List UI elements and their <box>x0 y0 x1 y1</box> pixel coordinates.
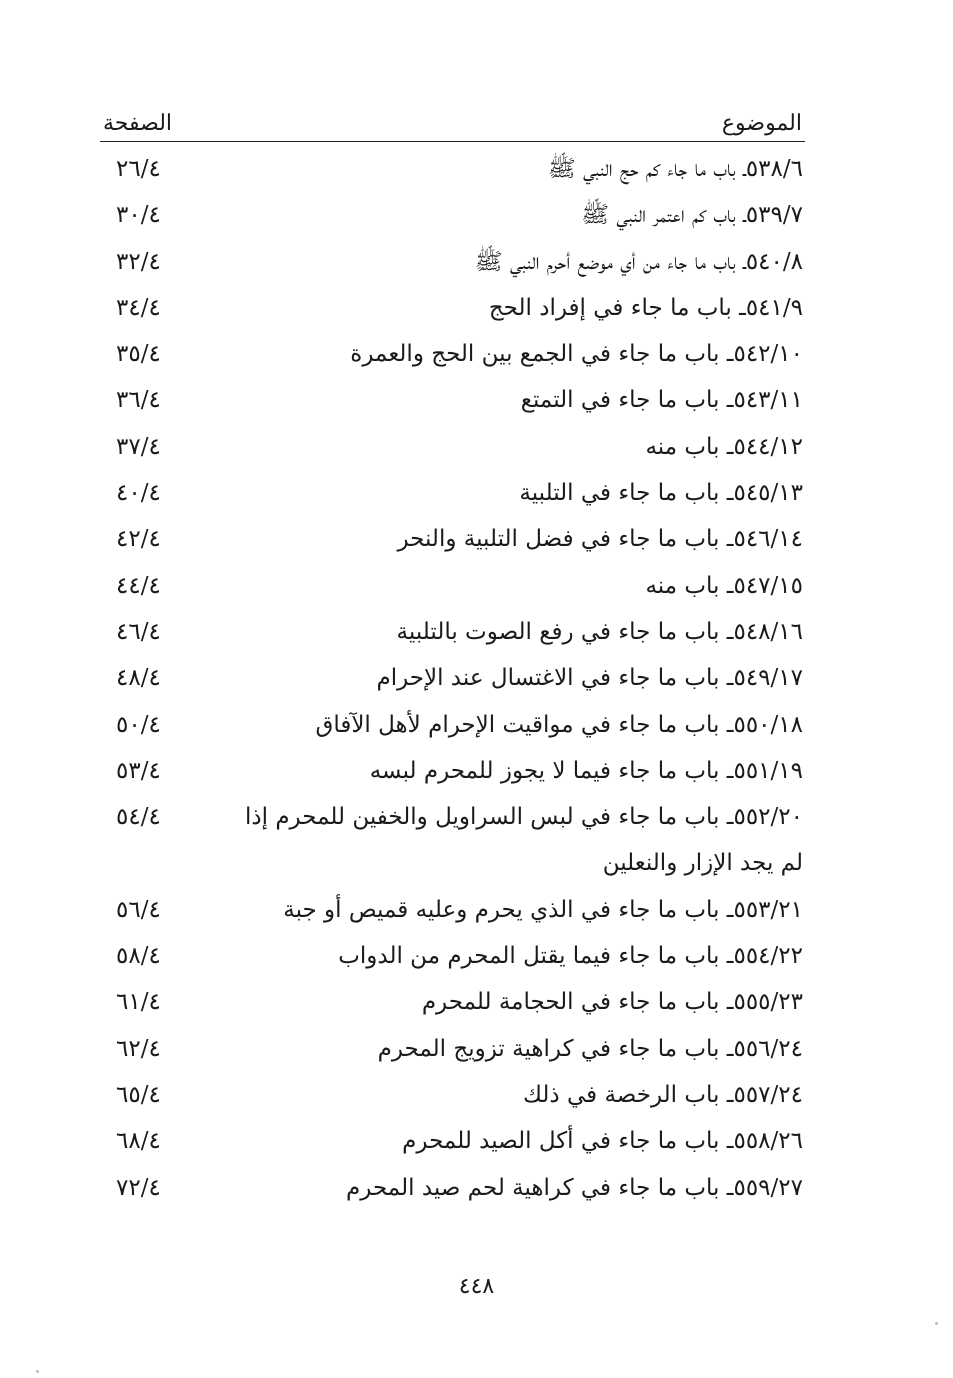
toc-entry[interactable] <box>100 609 805 655</box>
entry-title: ٥٤٤/١٢ـ باب منه <box>645 433 803 460</box>
entry-title: ٥٤٩/١٧ـ باب ما جاء في الاغتسال عند الإحرام <box>376 665 803 692</box>
entry-title: ٥٤١/٩ـ باب ما جاء في إفراد الحج <box>488 294 803 321</box>
toc-entry[interactable] <box>100 377 805 423</box>
entry-title: ٥٤٧/١٥ـ باب منه <box>645 572 803 599</box>
entry-title: ٥٥٣/٢١ـ باب ما جاء في الذي يحرم وعليه قميص أو جبة <box>283 896 803 923</box>
entry-page: ٤٢/٤ <box>116 526 161 553</box>
toc-entry[interactable] <box>100 424 805 470</box>
entry-page: ٥٨/٤ <box>116 943 161 970</box>
entry-page: ٤٠/٤ <box>116 480 161 507</box>
entry-page: ٣٠/٤ <box>116 202 161 229</box>
toc-entry[interactable] <box>100 748 805 794</box>
entry-title: ٥٥٠/١٨ـ باب ما جاء في مواقيت الإحرام لأهل الآفاق <box>315 711 803 738</box>
entry-page: ٣٤/٤ <box>116 294 161 321</box>
entry-title: ٥٥٥/٢٣ـ باب ما جاء في الحجامة للمحرم <box>421 989 803 1016</box>
toc-entry[interactable] <box>100 933 805 979</box>
table-of-contents-page <box>100 105 805 1211</box>
toc-entry[interactable] <box>100 887 805 933</box>
entry-title: ٥٥٨/٢٦ـ باب ما جاء في أكل الصيد للمحرم <box>402 1128 803 1155</box>
toc-list <box>100 146 805 1211</box>
entry-page: ٤٨/٤ <box>116 665 161 692</box>
entry-page: ٥٣/٤ <box>116 757 161 784</box>
entry-page: ٤٤/٤ <box>116 572 161 599</box>
entry-page: ٥٠/٤ <box>116 711 161 738</box>
page-column-label: الصفحة <box>103 111 173 136</box>
entry-page: ٣٧/٤ <box>116 433 161 460</box>
entry-title: ٥٤٣/١١ـ باب ما جاء في التمتع <box>520 387 803 414</box>
toc-header <box>100 105 805 142</box>
toc-entry[interactable] <box>100 1118 805 1164</box>
toc-entry[interactable] <box>100 285 805 331</box>
toc-entry[interactable] <box>100 1165 805 1211</box>
entry-title: ٥٥٦/٢٤ـ باب ما جاء في كراهية تزويج المحرم <box>377 1035 803 1062</box>
entry-page: ٣٦/٤ <box>116 387 161 414</box>
topic-column-label: الموضوع <box>721 111 802 136</box>
toc-entry[interactable] <box>100 794 805 887</box>
entry-title: ٥٤٥/١٣ـ باب ما جاء في التلبية <box>519 480 803 507</box>
scan-speck <box>935 1322 938 1325</box>
toc-entry[interactable] <box>100 979 805 1025</box>
toc-entry[interactable] <box>100 1026 805 1072</box>
entry-title: ٥٤٢/١٠ـ باب ما جاء في الجمع بين الحج والعمرة <box>350 341 803 368</box>
entry-title: ٥٣٨/٦ـ باب ما جاء كم حج النبي ﷺ <box>547 156 803 182</box>
entry-title: ٥٤٠/٨ـ باب ما جاء من أي موضع أحرم النبي ﷺ <box>474 248 803 275</box>
entry-page: ٥٤/٤ <box>116 804 161 831</box>
entry-title: ٥٤٦/١٤ـ باب ما جاء في فضل التلبية والنحر <box>397 526 803 553</box>
toc-entry[interactable] <box>100 702 805 748</box>
entry-page: ٥٦/٤ <box>116 896 161 923</box>
entry-title: ٥٥٩/٢٧ـ باب ما جاء في كراهية لحم صيد المحرم <box>346 1174 803 1201</box>
toc-entry[interactable] <box>100 470 805 516</box>
toc-entry[interactable] <box>100 192 805 238</box>
entry-title: ٥٥٧/٢٤ـ باب الرخصة في ذلك <box>523 1081 803 1108</box>
entry-title: ٥٥٢/٢٠ـ باب ما جاء في لبس السراويل والخفين للمحرم إذا لم يجد الإزار والنعلين <box>244 804 803 877</box>
entry-page: ٦٢/٤ <box>116 1035 161 1062</box>
toc-entry[interactable] <box>100 1072 805 1118</box>
toc-entry[interactable] <box>100 239 805 285</box>
scan-speck <box>36 1370 39 1373</box>
toc-entry[interactable] <box>100 146 805 192</box>
toc-entry[interactable] <box>100 331 805 377</box>
entry-page: ٦٨/٤ <box>116 1128 161 1155</box>
entry-page: ٤٦/٤ <box>116 618 161 645</box>
entry-page: ٧٢/٤ <box>116 1174 161 1201</box>
entry-title: ٥٥٤/٢٢ـ باب ما جاء فيما يقتل المحرم من الدواب <box>338 943 803 970</box>
entry-title: ٥٣٩/٧ـ باب كم اعتمر النبي ﷺ <box>581 202 803 229</box>
toc-entry[interactable] <box>100 563 805 609</box>
entry-title: ٥٥١/١٩ـ باب ما جاء فيما لا يجوز للمحرم لبسه <box>369 757 803 784</box>
toc-entry[interactable] <box>100 655 805 701</box>
toc-entry[interactable] <box>100 516 805 562</box>
entry-page: ٣٥/٤ <box>116 341 161 368</box>
entry-page: ٣٢/٤ <box>116 248 161 275</box>
entry-page: ٦١/٤ <box>116 989 161 1016</box>
entry-title: ٥٤٨/١٦ـ باب ما جاء في رفع الصوت بالتلبية <box>396 618 803 645</box>
page-number: ٤٤٨ <box>458 1274 495 1299</box>
entry-page: ٢٦/٤ <box>116 156 161 182</box>
entry-page: ٦٥/٤ <box>116 1081 161 1108</box>
